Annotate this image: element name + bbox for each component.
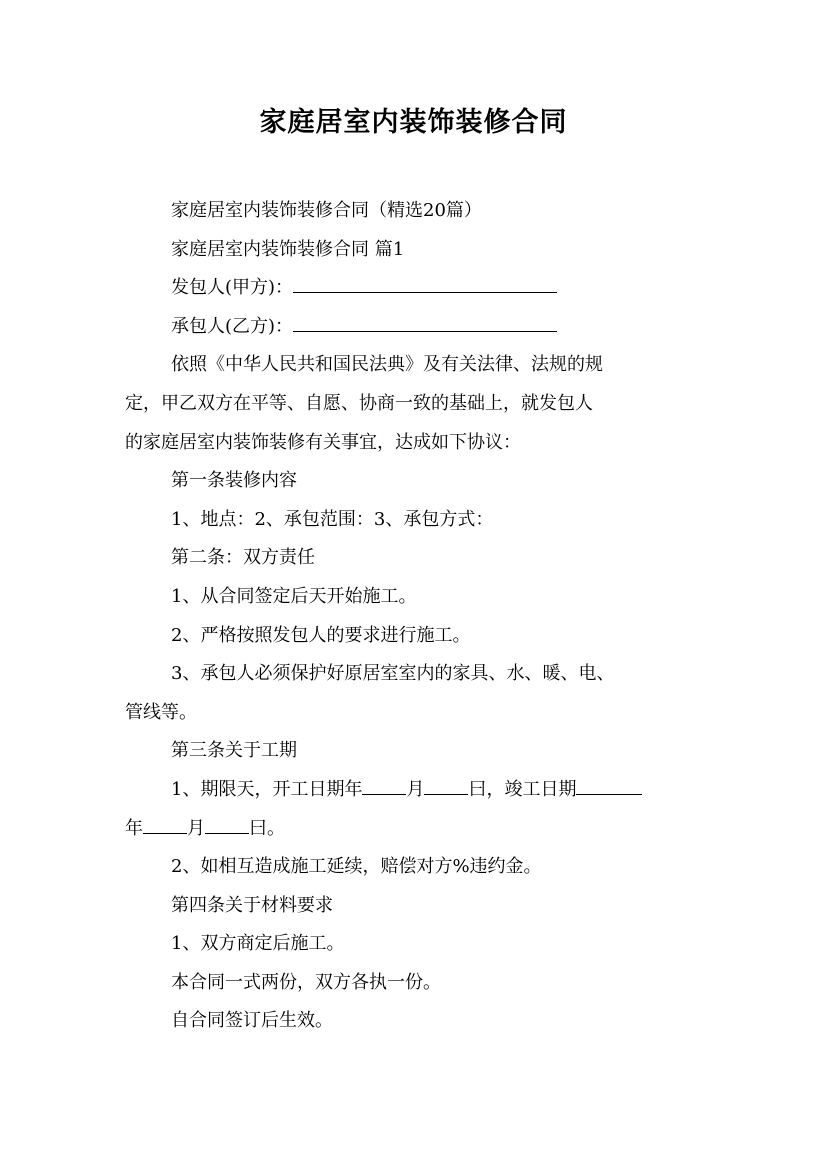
- preamble-line-1: 依照《中华人民共和国民法典》及有关法律、法规的规: [171, 354, 603, 376]
- paragraph-party-b: [125, 308, 715, 347]
- preamble-line-3: 的家庭居室内装饰装修有关事宜，达成如下协议：: [125, 431, 521, 453]
- start-month-blank: [362, 776, 406, 795]
- party-a-blank: [293, 274, 557, 293]
- end-month-blank: [143, 815, 187, 834]
- paragraph-copies: 本合同一式两份，双方各执一份。: [171, 971, 441, 993]
- paragraph-article-1-items: 1、地点：2、承包范围：3、承包方式：: [171, 508, 494, 530]
- paragraph-subtitle: 家庭居室内装饰装修合同（精选20篇）: [171, 200, 482, 221]
- paragraph-article-4-item-1: 1、双方商定后施工。: [171, 933, 345, 955]
- paragraph-article-3: 第三条关于工期: [171, 740, 297, 762]
- day-text: 曰。: [249, 817, 285, 839]
- preamble-line-2: 定，甲乙双方在平等、自愿、协商一致的基础上，就发包人: [125, 392, 593, 414]
- article-2-item-3-line-1: 3、承包人必须保护好原居室室内的家具、水、暖、电、: [171, 663, 615, 685]
- end-year-blank: [576, 776, 642, 795]
- paragraph-party-a: [125, 269, 715, 308]
- article-3-item-1-line-1: [125, 771, 715, 810]
- paragraph-article-4: 第四条关于材料要求: [171, 894, 333, 916]
- document-body: [125, 192, 715, 1041]
- paragraph-article-3-item-2: 2、如相互造成施工延续，赔偿对方%违约金。: [171, 856, 542, 878]
- paragraph-effective: 自合同签订后生效。: [171, 1010, 333, 1032]
- end-day-blank: [205, 815, 249, 834]
- period-text: 1、期限天，开工日期年: [171, 778, 363, 800]
- party-a-label: 发包人(甲方)：: [171, 277, 294, 299]
- paragraph-article-2: 第二条：双方责任: [171, 547, 315, 569]
- article-3-item-1-line-2: [79, 810, 715, 849]
- month-text-2: 月: [187, 817, 205, 839]
- completion-text: 曰，竣工日期: [468, 778, 577, 800]
- document-title: 家庭居室内装饰装修合同: [259, 107, 568, 138]
- paragraph-article-2-item-1: 1、从合同签定后天开始施工。: [171, 585, 417, 607]
- paragraph-article-1: 第一条装修内容: [171, 470, 297, 492]
- article-2-item-3-line-2: 管线等。: [125, 701, 197, 723]
- year-text: 年: [125, 817, 143, 839]
- paragraph-article-2-item-2: 2、严格按照发包人的要求进行施工。: [171, 624, 471, 646]
- party-b-blank: [293, 313, 557, 332]
- paragraph-section-heading: 家庭居室内装饰装修合同 篇1: [171, 238, 405, 260]
- paragraph-article-3-item-1: [125, 771, 715, 848]
- paragraph-preamble: [125, 346, 715, 462]
- start-day-blank: [424, 776, 468, 795]
- month-text: 月: [406, 778, 425, 800]
- paragraph-article-2-item-3: [125, 655, 715, 732]
- party-b-label: 承包人(乙方)：: [171, 315, 294, 337]
